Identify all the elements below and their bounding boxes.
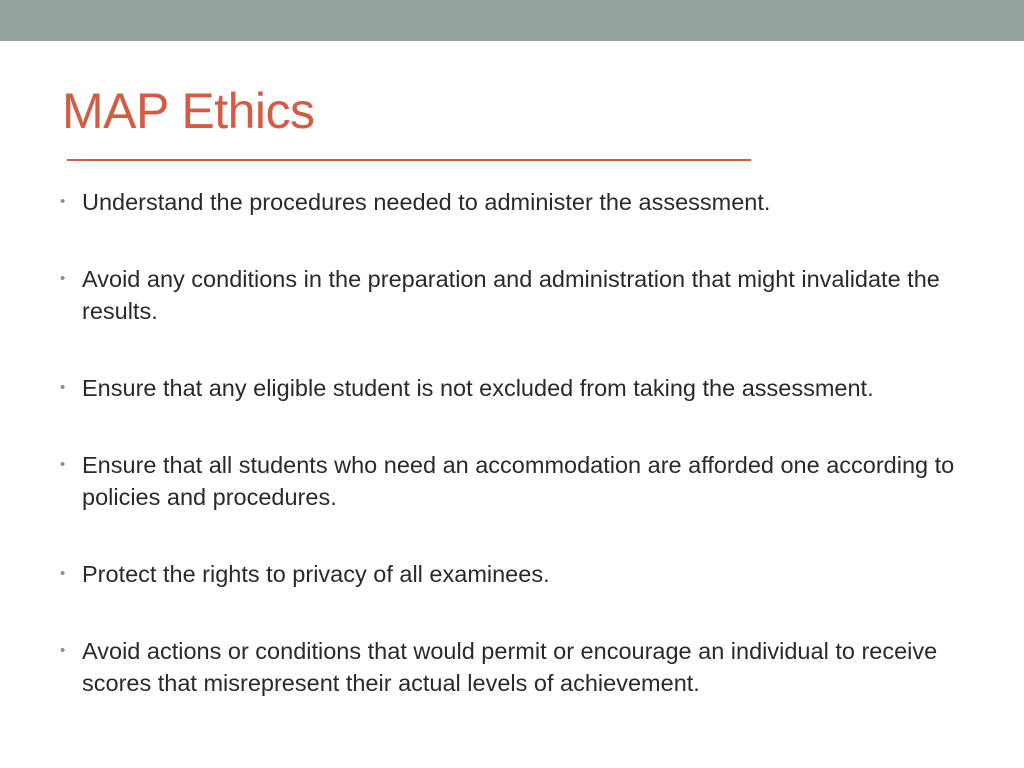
bullet-icon: • [60,270,66,287]
bullet-text: Understand the procedures needed to administer the assessment. [82,189,771,215]
top-decorative-band [0,0,1024,41]
bullet-text: Ensure that any eligible student is not excluded from taking the assessment. [82,375,874,401]
bullet-text: Ensure that all students who need an accommodation are afforded one according to policies and procedures. [82,452,955,510]
bullet-item [60,263,960,327]
bullet-icon: • [60,642,66,659]
bullet-item [60,635,960,699]
bullet-item [60,449,960,513]
bullet-text: Avoid actions or conditions that would permit or encourage an individual to receive scores that misrepresent their actual levels of achievement. [82,638,938,696]
bullet-icon: • [60,565,66,582]
bullet-icon: • [60,379,66,396]
bullet-icon: • [60,456,66,473]
bullet-icon: • [60,193,66,210]
title-underline [67,159,751,161]
bullet-text: Avoid any conditions in the preparation and administration that might invalidate the results. [82,266,940,324]
bullet-item [60,558,960,590]
bullet-text: Protect the rights to privacy of all examinees. [82,561,550,587]
slide-title: MAP Ethics [62,83,315,139]
bullet-item [60,372,960,404]
bullet-list [60,186,960,744]
bullet-item [60,186,960,218]
